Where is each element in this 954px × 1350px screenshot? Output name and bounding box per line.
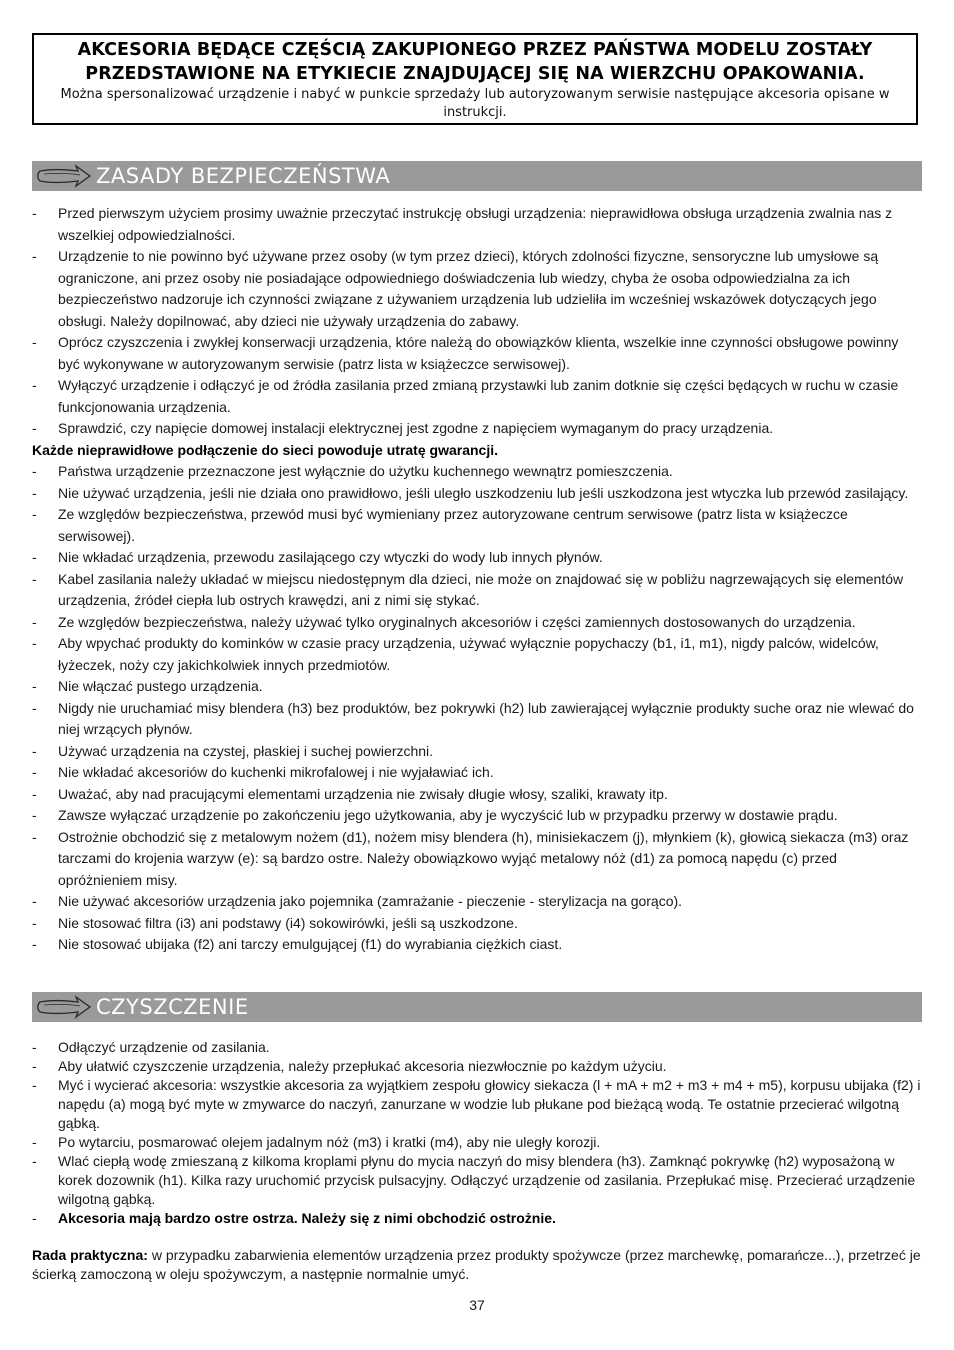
list-item <box>32 547 922 569</box>
bullet-dash: - <box>32 807 37 823</box>
bullet-dash: - <box>32 613 37 630</box>
list-item-text: Ze względów bezpieczeństwa, należy używać tylko oryginalnych akcesoriów i części zamiennych dostosowanych do urządzenia. <box>58 613 856 630</box>
bullet-dash: - <box>32 1153 37 1169</box>
bullet-dash: - <box>32 699 37 716</box>
list-item-text: Sprawdzić, czy napięcie domowej instalacji elektrycznej jest zgodne z napięciem wymaganym do pracy urządzenia. <box>58 420 774 436</box>
safety-heading: ZASADY BEZPIECZEŃSTWA <box>96 164 391 188</box>
list-item <box>32 1076 922 1133</box>
list-item <box>32 1152 922 1209</box>
notice-title: AKCESORIA BĘDĄCE CZĘŚCIĄ ZAKUPIONEGO PRZEZ PAŃSTWA MODELU ZOSTAŁY PRZEDSTAWIONE NA ETYKIECIE ZNAJDUJĄCEJ SIĘ NA WIERZCHU OPAKOWANIA. <box>77 40 873 84</box>
list-item <box>32 805 922 827</box>
bullet-dash: - <box>32 1134 37 1150</box>
bullet-dash: - <box>32 248 37 264</box>
page-number: 37 <box>469 1297 485 1313</box>
list-item-text: Wyłączyć urządzenie i odłączyć je od źródła zasilania przed zmianą przystawki lub zanim dotknie się części będących w ruchu w czasie funkcjonowania urządzenia. <box>58 377 899 415</box>
list-item <box>32 483 922 505</box>
list-item-text: Nie włączać pustego urządzenia. <box>58 678 263 694</box>
list-item <box>32 741 922 763</box>
list-item-text: Akcesoria mają bardzo ostre ostrza. Należy się z nimi obchodzić ostrożnie. <box>58 1210 556 1226</box>
list-item-text: Po wytarciu, posmarować olejem jadalnym nóż (m3) i kratki (m4), aby nie uległy korozji. <box>58 1134 601 1150</box>
bullet-dash: - <box>32 1058 37 1074</box>
list-item <box>32 612 922 634</box>
list-item <box>32 375 922 418</box>
list-item <box>32 913 922 935</box>
list-item <box>32 762 922 784</box>
list-item-text: Każde nieprawidłowe podłączenie do sieci powoduje utratę gwarancji. <box>32 441 498 458</box>
bullet-dash: - <box>32 893 37 909</box>
list-item <box>32 1038 922 1057</box>
list-item <box>32 934 922 956</box>
list-item <box>32 1209 922 1228</box>
list-item <box>32 504 922 547</box>
bullet-dash: - <box>32 678 37 694</box>
bullet-dash: - <box>32 828 37 845</box>
safety-section-header <box>32 161 922 191</box>
list-item <box>32 203 922 246</box>
bullet-dash: - <box>32 549 37 565</box>
list-item <box>32 569 922 612</box>
bullet-dash: - <box>32 420 37 436</box>
accessories-notice <box>32 33 918 125</box>
list-item-text: Państwa urządzenie przeznaczone jest wyłącznie do użytku kuchennego wewnątrz pomieszczenia. <box>58 463 673 479</box>
list-item-text: Zawsze wyłączać urządzenie po zakończeniu jego użytkowania, aby je wyczyścić lub w przypadku przerwy w dostawie prądu. <box>58 807 838 823</box>
list-item <box>32 418 922 440</box>
list-item-text: Kabel zasilania należy układać w miejscu niedostępnym dla dzieci, nie może on znajdować się w pobliżu nagrzewających się elementów urządzenia, źródeł ciepła lub ostrych krawędzi, ani z nimi się stykać. <box>58 570 904 608</box>
notice-body: Można spersonalizować urządzenie i nabyć w punkcie sprzedaży lub autoryzowanym serwisie następujące akcesoria opisane w instrukcji. <box>60 87 890 120</box>
tip-label: Rada praktyczna: <box>32 1247 148 1263</box>
list-item-text: Nie wkładać urządzenia, przewodu zasilającego czy wtyczki do wody lub innych płynów. <box>58 549 603 565</box>
list-item-text: Nie używać akcesoriów urządzenia jako pojemnika (zamrażanie - pieczenie - sterylizacja na gorąco). <box>58 893 683 909</box>
list-item <box>32 332 922 375</box>
list-item <box>32 698 922 741</box>
list-item <box>32 827 922 892</box>
list-item-text: Nie stosować ubijaka (f2) ani tarczy emulgującej (f1) do wyrabiania ciężkich ciast. <box>58 936 563 952</box>
bullet-dash: - <box>32 484 37 501</box>
list-item-text: Urządzenie to nie powinno być używane przez osoby (w tym przez dzieci), których zdolności fizyczne, sensoryczne lub umysłowe są ograniczone, ani przez osoby nie posiadające odpowiedniego doświadczenia lub wiedzy, chyba że osoba odpowiedzialna za ich bezpieczeństwo nadzoruje ich czynności związane z używaniem urządzenia lub udzieliła im wcześniej wskazówek dotyczących jego obsługi. Należy dopilnować, aby dzieci nie używały urządzenia do zabawy. <box>58 248 879 329</box>
bullet-dash: - <box>32 506 37 522</box>
bullet-dash: - <box>32 914 37 931</box>
list-item-text: Nie używać urządzenia, jeśli nie działa ono prawidłowo, jeśli uległo uszkodzeniu lub jeśli uszkodzona jest wtyczka lub przewód zasilający. <box>58 484 909 501</box>
bullet-dash: - <box>32 570 37 587</box>
list-item <box>32 633 922 676</box>
list-item <box>32 461 922 483</box>
list-item <box>32 246 922 332</box>
list-item <box>32 1057 922 1076</box>
practical-tip <box>32 1246 922 1284</box>
bullet-dash: - <box>32 1039 37 1055</box>
list-item-text: Odłączyć urządzenie od zasilania. <box>58 1039 270 1055</box>
list-item-text: Uważać, aby nad pracującymi elementami urządzenia nie zwisały długie włosy, szaliki, krawaty itp. <box>58 785 668 802</box>
arrow-icon <box>36 161 94 191</box>
list-item <box>32 1133 922 1152</box>
list-item-text: Ze względów bezpieczeństwa, przewód musi być wymieniany przez autoryzowane centrum serwisowe (patrz lista w książeczce serwisowej). <box>58 506 848 544</box>
list-item <box>32 891 922 913</box>
cleaning-heading: CZYSZCZENIE <box>96 995 249 1019</box>
safety-rules-list <box>32 203 922 956</box>
bullet-dash: - <box>32 764 37 780</box>
list-item-text: Wlać ciepłą wodę zmieszaną z kilkoma kroplami płynu do mycia naczyń do misy blendera (h3). Zamknąć pokrywkę (h2) wyposażoną w korek dozownik (h1). Kilka razy uruchomić przycisk pulsacyjny. Odłączyć urządzenie od zasilania. Przepłukać misę. Przecierać urządzenie wilgotną gąbką. <box>58 1153 916 1207</box>
bullet-dash: - <box>32 334 37 350</box>
tip-text: w przypadku zabarwienia elementów urządzenia przez produkty spożywcze (przez marchewkę, pomarańcze...), przetrzeć je ścierką zamoczoną w oleju spożywczym, a następnie normalnie umyć. <box>32 1247 921 1282</box>
cleaning-section-header <box>32 992 922 1022</box>
list-item-text: Oprócz czyszczenia i zwykłej konserwacji urządzenia, które należą do obowiązków klienta, wszelkie inne czynności obsługowe powinny być wykonywane w autoryzowanym serwisie (patrz lista w książeczce serwisowej). <box>58 334 899 372</box>
bullet-dash: - <box>32 936 37 952</box>
list-item-text: Używać urządzenia na czystej, płaskiej i suchej powierzchni. <box>58 742 434 759</box>
list-item-text: Myć i wycierać akcesoria: wszystkie akcesoria za wyjątkiem zespołu głowicy siekacza (l + mA + m2 + m3 + m4 + m5), korpusu ubijaka (f2) i napędu (a) mogą być myte w zmywarce do naczyń, zanurzane w wodzie lub płukane pod bieżącą wodą. Te ostatnie przecierać wilgotną gąbką. <box>58 1077 921 1131</box>
bullet-dash: - <box>32 635 37 651</box>
list-item <box>32 784 922 806</box>
bullet-dash: - <box>32 1210 37 1226</box>
list-item-text: Nie stosować filtra (i3) ani podstawy (i4) sokowirówki, jeśli są uszkodzone. <box>58 914 518 931</box>
list-item <box>32 440 922 462</box>
list-item-text: Aby ułatwić czyszczenie urządzenia, należy przepłukać akcesoria niezwłocznie po każdym użyciu. <box>58 1058 667 1074</box>
list-item-text: Nie wkładać akcesoriów do kuchenki mikrofalowej i nie wyjaławiać ich. <box>58 764 494 780</box>
list-item-text: Nigdy nie uruchamiać misy blendera (h3) bez produktów, bez pokrywki (h2) lub zawierającej wyłącznie produkty suche oraz nie wlewać do niej wrzących płynów. <box>58 699 914 737</box>
cleaning-steps-list <box>32 1038 922 1228</box>
bullet-dash: - <box>32 377 37 393</box>
bullet-dash: - <box>32 742 37 759</box>
list-item-text: Aby wpychać produkty do kominków w czasie pracy urządzenia, używać wyłącznie popychaczy (b1, i1, m1), nigdy palców, widelców, łyżeczek, noży czy jakichkolwiek innych przedmiotów. <box>58 635 879 673</box>
bullet-dash: - <box>32 463 37 479</box>
bullet-dash: - <box>32 1077 37 1093</box>
bullet-dash: - <box>32 785 37 802</box>
list-item-text: Ostrożnie obchodzić się z metalowym nożem (d1), nożem misy blendera (h), minisiekaczem (j), młynkiem (k), głowicą siekacza (m3) oraz tarczami do krojenia warzyw (e): są bardzo ostre. Należy obowiązkowo wyjąć metalowy nóż (d1) za pomocą napędu (c) przed opróżnieniem misy. <box>58 828 909 888</box>
arrow-icon <box>36 992 94 1022</box>
list-item-text: Przed pierwszym użyciem prosimy uważnie przeczytać instrukcję obsługi urządzenia: nieprawidłowa obsługa urządzenia zwalnia nas z wszelkiej odpowiedzialności. <box>58 205 893 243</box>
list-item <box>32 676 922 698</box>
bullet-dash: - <box>32 205 37 221</box>
